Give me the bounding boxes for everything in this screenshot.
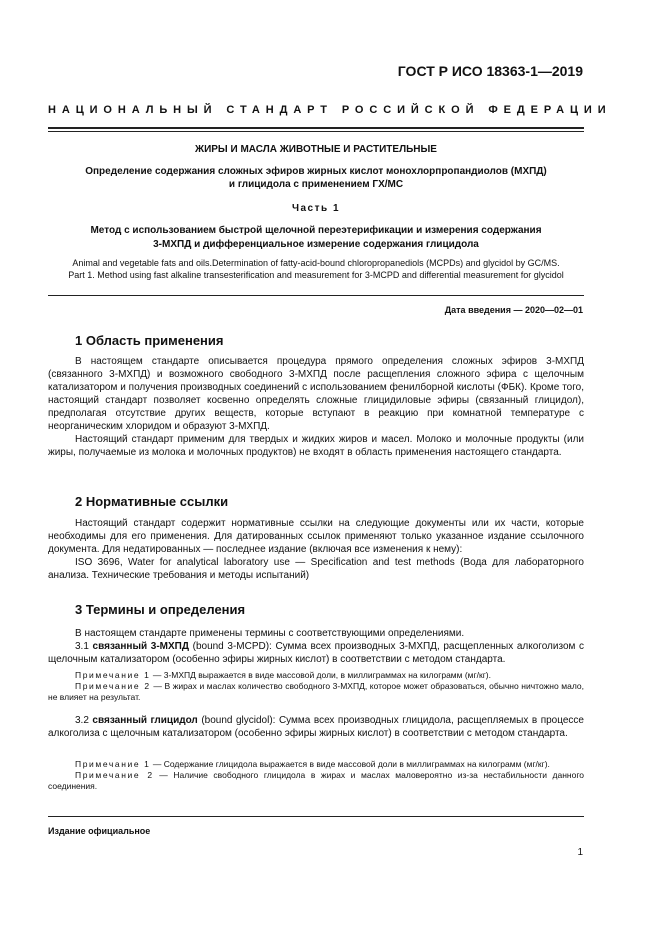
section-3-heading: 3 Термины и определения bbox=[75, 602, 246, 617]
term-3-2-number: 3.2 bbox=[75, 715, 89, 726]
document-subtitle bbox=[48, 165, 584, 191]
note-label: Примечание 1 bbox=[75, 759, 151, 769]
term-3-2-name: связанный глицидол bbox=[92, 715, 198, 726]
term-3-2-notes bbox=[48, 759, 584, 792]
footer-divider bbox=[48, 816, 584, 817]
term-3-1-name: связанный 3-МХПД bbox=[92, 641, 189, 652]
section-1-paragraph-1: В настоящем стандарте описывается процедура прямого определения сложных эфиров 3-МХПД (связанного 3-МХПД) и возможного свободного 3-МХПД после расщепления сложного эфира с щелочным катализатором и получения производных соединений с использованием фенилборной кислоты (ФБК). Кроме того, настоящий стандарт позволяет косвенно определять сложные глицидиловые эфиры (связанный глицидол), предполагая отсутствие других веществ, которые вступают в реакцию при комнатной температуре с неорганическим хлоридом и образуют 3-МХПД. bbox=[48, 356, 584, 432]
term-3-2-note-1: Примечание 1 — Содержание глицидола выражается в виде массовой доли в миллиграммах на килограмм (мг/кг). bbox=[75, 759, 550, 769]
part-label: Часть 1 bbox=[291, 203, 341, 214]
method-title bbox=[48, 224, 584, 252]
note-label: Примечание 1 bbox=[75, 670, 151, 680]
term-3-1-note-1: Примечание 1 — 3-МХПД выражается в виде массовой доли, в миллиграммах на килограмм (мг/кг). bbox=[75, 670, 491, 680]
title-divider-top bbox=[48, 127, 584, 129]
edition-label: Издание официальное bbox=[48, 826, 151, 836]
method-line-1: Метод с использованием быстрой щелочной переэтерификации и измерения содержания bbox=[90, 225, 542, 236]
term-3-2-definition: (bound glycidol): Сумма всех производных глицидола, расщепляемых в процессе алкоголиза с щелочным катализатором (особенно эфиры жирных кислот) в соответствии с методом стандарта. bbox=[48, 715, 584, 739]
section-2-body bbox=[48, 517, 584, 582]
term-3-2-note-2: Примечание 2 — Наличие свободного глицидола в жирах и маслах маловероятно из-за нестабильности данного соединения. bbox=[48, 770, 584, 791]
document-title: ЖИРЫ И МАСЛА ЖИВОТНЫЕ И РАСТИТЕЛЬНЫЕ bbox=[195, 144, 437, 155]
term-3-1-definition: (bound 3-MCPD): Сумма всех производных 3-МХПД, расщепленных алкоголизом с щелочным катализатором (особенно эфиры жирных кислот) в соответствии с методом стандарта. bbox=[48, 641, 585, 665]
term-3-1 bbox=[48, 640, 584, 666]
section-1-paragraph-2: Настоящий стандарт применим для твердых и жидких жиров и масел. Молоко и молочные продукты (или жиры, получаемые из молока и молочных продуктов) не входят в область применения настоящего стандарта. bbox=[48, 434, 584, 458]
section-2-paragraph-1: Настоящий стандарт содержит нормативные ссылки на следующие документы или их части, которые необходимы для его применения. Для датированных ссылок применяют только указанное издание ссылочного документа. Для недатированных — последнее издание (включая все изменения к нему): bbox=[48, 518, 584, 555]
english-title-line-2: Part 1. Method using fast alkaline transesterification and measurement for 3-MCPD and differential measurement for glycidol bbox=[68, 270, 564, 280]
section-2-paragraph-2: ISO 3696, Water for analytical laboratory use — Specification and test methods (Вода для лабораторного анализа. Технические требования и методы испытаний) bbox=[48, 557, 584, 581]
term-3-1-number: 3.1 bbox=[75, 641, 89, 652]
date-of-introduction: Дата введения — 2020—02—01 bbox=[444, 305, 583, 315]
term-3-1-notes bbox=[48, 670, 584, 703]
subtitle-line-1: Определение содержания сложных эфиров жирных кислот монохлорпропандиолов (МХПД) bbox=[85, 166, 547, 177]
subtitle-line-2: и глицидола с применением ГХ/МС bbox=[228, 179, 404, 190]
english-title bbox=[48, 257, 584, 281]
standard-code: ГОСТ Р ИСО 18363-1—2019 bbox=[397, 63, 583, 79]
note-label: Примечание 2 bbox=[75, 770, 154, 780]
term-3-2 bbox=[48, 714, 584, 740]
title-divider-top-thin bbox=[48, 131, 584, 132]
term-3-1-note-2: Примечание 2 — В жирах и маслах количество свободного 3-МХПД, которое может образоваться, обычно ничтожно мало, не влияет на результат. bbox=[48, 681, 584, 702]
english-title-line-1: Animal and vegetable fats and oils.Determination of fatty-acid-bound chloropropanediols (MCPDs) and glycidol by GC/MS. bbox=[72, 258, 560, 268]
note-label: Примечание 2 bbox=[75, 681, 151, 691]
section-2-heading: 2 Нормативные ссылки bbox=[75, 494, 229, 509]
national-standard-banner: НАЦИОНАЛЬНЫЙ СТАНДАРТ РОССИЙСКОЙ ФЕДЕРАЦИИ bbox=[48, 104, 612, 116]
section-3-intro: В настоящем стандарте применены термины с соответствующими определениями. bbox=[75, 628, 465, 639]
page-number: 1 bbox=[577, 847, 583, 858]
section-3-body bbox=[48, 627, 584, 666]
section-1-heading: 1 Область применения bbox=[75, 333, 224, 348]
date-divider bbox=[48, 295, 584, 296]
method-line-2: 3-МХПД и дифференциальное измерение содержания глицидола bbox=[153, 239, 479, 250]
section-1-body bbox=[48, 355, 584, 459]
term-3-2-block bbox=[48, 714, 584, 740]
